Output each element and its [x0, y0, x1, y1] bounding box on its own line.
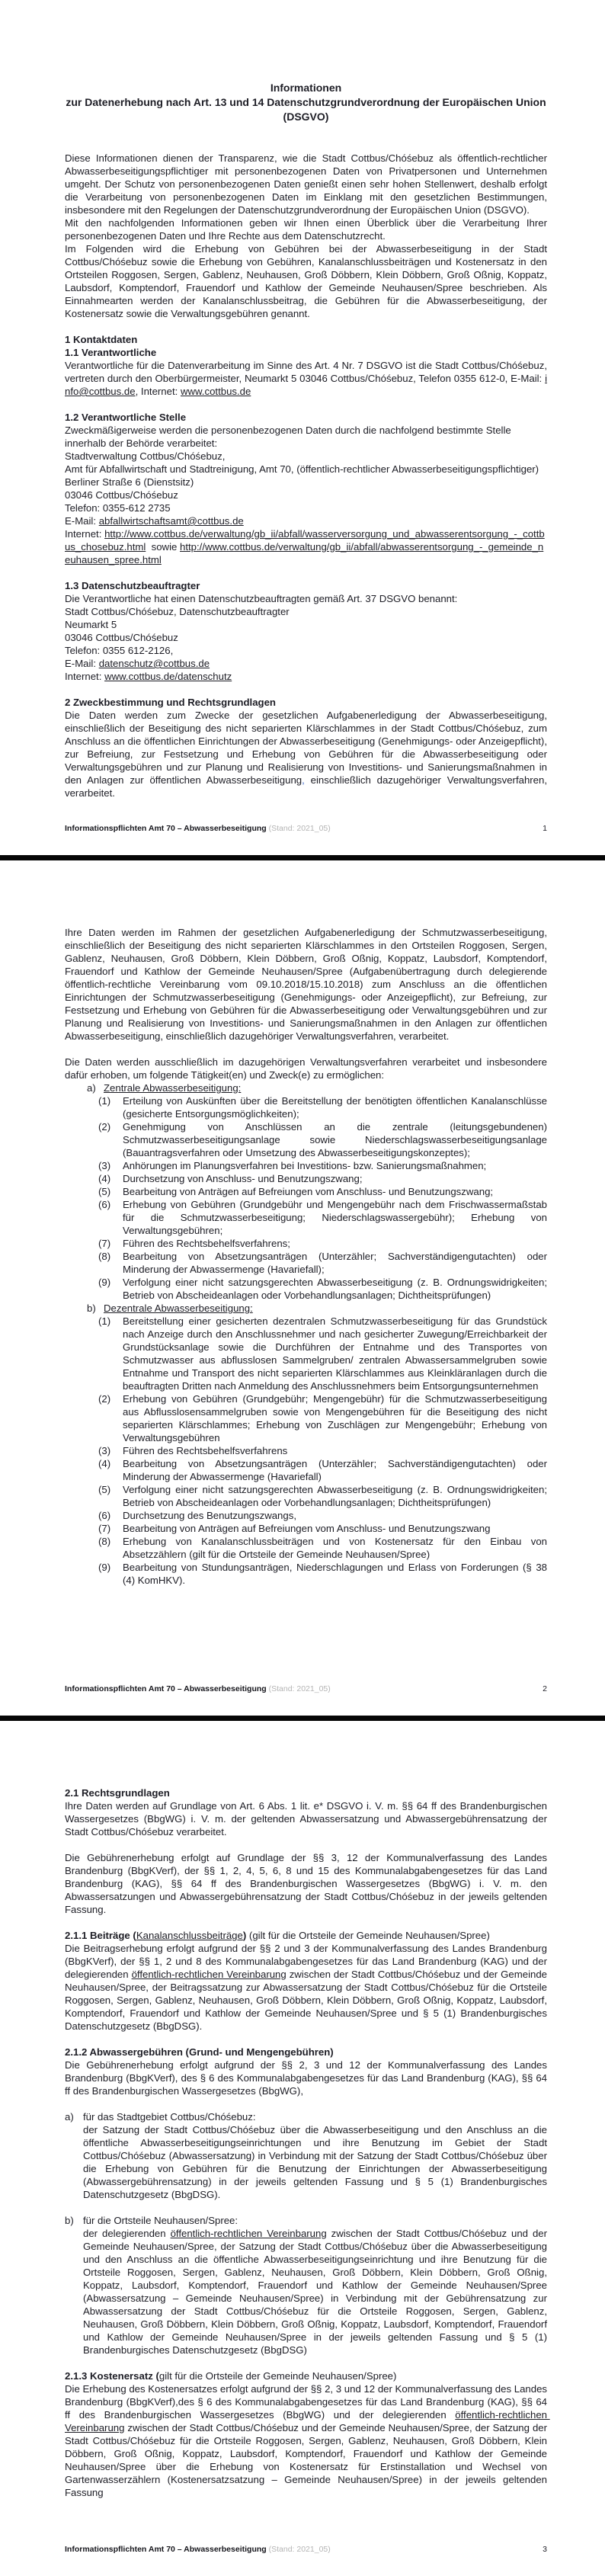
text-run: öffentlich-rechtlichen Vereinbarung [170, 2228, 327, 2239]
list-marker: (7) [98, 1238, 111, 1249]
section-heading [65, 696, 547, 709]
text-run: 03046 Cottbus/Chóśebuz [65, 489, 178, 501]
page-number: 3 [543, 2545, 547, 2554]
list-item-text [123, 1172, 547, 1185]
page-number: 2 [543, 1684, 547, 1693]
list-marker: (7) [98, 1523, 111, 1534]
text-run: zwischen der Stadt Cottbus/Chóśebuz und der Gemeinde Neuhausen/Spree, der Satzung der Stadt Cottbus/Chóśebuz über die Abwasserbeseitigung und den Anschluss an die öffentliche Abwasserbeseitigungseinrichtung und ihre Benutzung für die Ortsteile Roggosen, Sergen, Gablenz, Neuhausen, Groß Döbbern, Klein Döbbern, Groß Oßnig, Koppatz, Laubsdorf, Komptendorf, Frauendorf und Kathlow der Gemeinde Neuhausen/Spree (Abwassersatzung – Gemeinde Neuhausen/Spree) in Verbindung mit der Gebührensatzung zur Abwassersatzung der Stadt Cottbus/Chóśebuz für die Ortsteile Roggosen, Sergen, Gablenz, Neuhausen, Groß Döbbern, Klein Döbbern, Groß Oßnig, Koppatz, Laubsdorf, Komptendorf, Frauendorf und Kathlow der Gemeinde Neuhausen/Spree in der jeweils geltenden Fassung und § 5 (1) Brandenburgisches Datenschutzgesetz (BbgDSG) [83, 2228, 550, 2356]
footer-title: Informationspflichten Amt 70 – Abwasserbeseitigung [65, 1684, 267, 1693]
text-run: Neumarkt 5 [65, 619, 117, 630]
paragraph [65, 242, 550, 320]
text-run: sowie [146, 541, 181, 553]
list-item-text [123, 1159, 547, 1172]
paragraph [65, 709, 550, 799]
footer-left [65, 2545, 331, 2555]
text-run: 1 Kontaktdaten [65, 334, 138, 345]
list-item-number [65, 1185, 547, 1198]
page-footer [65, 1684, 547, 1694]
list-item-number [65, 1457, 550, 1483]
text-run: der Satzung der Stadt Cottbus/Chóśebuz über die Abwasserbeseitigung und den Anschluss an die öffentliche Abwasserbeseitigungseinrichtungen und ihre Benutzung im Gebiet der Stadt Cottbus/Chóśebuz (Abwassersatzung) in Verbindung mit der Satzung der Stadt Cottbus/Chóśebuz über die Erhebung von Gebühren für die Benutzung der Einrichtungen der Abwasserbeseitigung (Abwassergebührensatzung) in der jeweils geltenden Fassung und § 5 (1) Brandenburgisches Datenschutzgesetz (BbgDSG). [83, 2124, 550, 2200]
text-run: Bereitstellung einer gesicherten dezentralen Schmutzwasserbeseitigung für das Grundstück nach Anzeige durch den Anschlussnehmer und nach gesicherter Zuwegung/Erreichbarkeit der Grundstücksanlage sowie die Durchführen der Entnahme und des Transportes von Schmutzwasser aus abflusslosen Sammelgruben/ zentralen Abwassersammelgruben sowie Entnahme und Transport des nicht separierten Klärschlammes aus Kleinkläranlagen durch die beauftragten Dritten nach Anmeldung des Anschlussnehmers beim Entsorgungsunternehmen [123, 1315, 550, 1392]
list-item-number [65, 1535, 547, 1561]
list-item-number [65, 1237, 547, 1250]
text-run: 1.2 Verantwortliche Stelle [65, 412, 187, 423]
text-run: E-Mail: [65, 515, 99, 527]
list-marker: (4) [98, 1458, 111, 1469]
footer-stand: (Stand: 2021_05) [266, 824, 331, 833]
footer-title: Informationspflichten Amt 70 – Abwasserbeseitigung [65, 824, 267, 833]
list-item-text [123, 1522, 547, 1535]
page-number: 1 [543, 824, 547, 833]
list-item-text [123, 1392, 550, 1444]
text-run: Bearbeitung von Anträgen auf Befreiungen vom Anschluss- und Benutzungszwang; [123, 1186, 494, 1197]
list-item-text [123, 1561, 550, 1587]
text-run: Die Daten werden ausschließlich im dazugehörigen Verwaltungsverfahren verarbeitet und insbesondere dafür erhoben, um folgende Tätigkeit(en) und Zweck(e) zu ermöglichen: [65, 1056, 550, 1081]
doc-title-line: Informationen [270, 82, 342, 94]
text-run: (gilt für die Ortsteile der Gemeinde Neuhausen/Spree) [246, 1930, 490, 1941]
list-marker: (1) [98, 1095, 111, 1107]
list-item-number [65, 1198, 550, 1237]
text-run: Bearbeitung von Absetzungsanträgen (Unterzähler; Sachverständigengutachten) oder Minderung der Abwassermenge (Havariefall) [123, 1458, 550, 1482]
vertical-spacer [65, 1838, 547, 1851]
list-item-number [65, 1444, 547, 1457]
list-item-label [104, 1081, 547, 1094]
text-line [65, 514, 547, 527]
text-run: Internet: [65, 528, 105, 540]
list-item-body [83, 2110, 550, 2201]
text-line [65, 476, 547, 489]
list-item-text [123, 1457, 550, 1483]
text-run: Verfolgung einer nicht satzungsgerechten Abwasserbeseitigung (z. B. Ordnungswidrigkeiten; Betrieb von Abscheideanlagen oder Vorbehandlungsanlagen; Dichtheitsprüfungen) [123, 1484, 550, 1508]
text-run: Erhebung von Gebühren (Grundgebühr; Mengengebühr) für die Schmutzwasserbeseitigung aus Abflusslosensammelgruben sowie von Mengengebühren für die Beseitigung des nicht separierten Klärschlammes; Erhebung von Zuschlägen zur Mengengebühr; Erhebung von Verwaltungsgebühren [123, 1393, 550, 1443]
paragraph [65, 152, 550, 216]
text-run: Führen des Rechtsbehelfsverfahrens [123, 1445, 288, 1456]
text-line [65, 489, 547, 501]
page-2 [0, 860, 605, 1716]
list-item-text [123, 1237, 547, 1250]
text-run: Internet: [65, 671, 105, 682]
list-marker: (6) [98, 1199, 111, 1210]
section-heading [65, 333, 547, 346]
paragraph [65, 1942, 550, 2033]
text-run: Anhörungen im Planungsverfahren bei Investitions- bzw. Sanierungsmaßnahmen; [123, 1160, 487, 1171]
list-item-text [123, 1483, 550, 1509]
vertical-spacer [65, 398, 547, 411]
text-run: Diese Informationen dienen der Transparenz, wie die Stadt Cottbus/Chóśebuz als öffentlich-rechtlicher Abwasserbeseitigungspflichtiger mit personenbezogenen Daten von Privatpersonen und Unternehmen umgeht. Der Schutz von personenbezogenen Daten genießt einen sehr hohen Stellenwert, deshalb erfolgt die Verarbeitung von personenbezogenen Daten im Einklang mit den gesetzlichen Bestimmungen, insbesondere mit den Regelungen der Datenschutzgrundverordnung der Europäischen Union (DSGVO). [65, 152, 550, 216]
list-marker: (5) [98, 1484, 111, 1495]
list-item-body [83, 2214, 550, 2357]
text-run: Führen des Rechtsbehelfsverfahrens; [123, 1238, 290, 1249]
footer-left [65, 1684, 331, 1694]
text-run: 1.3 Datenschutzbeauftragter [65, 580, 200, 591]
list-item-number [65, 1561, 550, 1587]
page-3 [0, 1721, 605, 2576]
text-run: Die Erhebung des Kostenersatzes erfolgt aufgrund der §§ 2, 3 und 12 der Kommunalverfassung des Landes Brandenburg (BbgKVerf),des § 6 des Kommunalabgabengesetzes für das Land Brandenburg (KAG), §§ 64 ff des Brandenburgischen Wassergesetzes (BbgWG) und der delegierenden [65, 2383, 550, 2421]
list-marker: (5) [98, 1186, 111, 1197]
text-line [65, 592, 547, 605]
list-marker: (4) [98, 1173, 111, 1184]
section-heading [65, 1929, 547, 1942]
text-run: Telefon: 0355 612-2126, [65, 645, 174, 656]
list-item-alpha [65, 1302, 547, 1315]
page-separator [0, 855, 605, 860]
text-run: ) [242, 1930, 247, 1941]
text-run: Im Folgenden wird die Erhebung von Gebühren bei der Abwasserbeseitigung in der Stadt Cottbus/Chóśebuz sowie die Erhebung von Gebühren, Kanalanschlussbeiträgen und Kostenersatz in den Ortsteilen Roggosen, Sergen, Gablenz, Neuhausen, Groß Döbbern, Klein Döbbern, Groß Oßnig, Koppatz, Laubsdorf, Komptendorf, Frauendorf und Kathlow der Gemeinde Neuhausen/Spree beschrieben. Als Einnahmearten werden der Kanalanschlussbeitrag, die Gebühren für die Abwasserbeseitigung, der Kostenersatz sowie die Verwaltungsgebühren genannt. [65, 243, 550, 319]
text-run: Stadtverwaltung Cottbus/Chóśebuz, [65, 450, 226, 462]
text-run: Kanalanschlussbeiträge [136, 1930, 243, 1941]
list-item-text [123, 1250, 550, 1276]
text-run: Die Gebührenerhebung erfolgt auf Grundlage der §§ 3, 12 der Kommunalverfassung des Landes Brandenburg (BbgKVerf), der §§ 1, 2, 4, 5, 6, 8 und 15 des Kommunalabgabengesetzes für das Land Brandenburg (KAG), §§ 64 ff des Brandenburgischen Wassergesetzes (BbgWG) i. V. m. den Abwassersatzungen und Abwassergebührensatzung der Stadt Cottbus/Chóśebuz in der jeweils geltenden Fassung. [65, 1852, 550, 1915]
text-run: Zentrale Abwasserbeseitigung: [104, 1082, 242, 1094]
list-marker: (8) [98, 1251, 111, 1262]
paragraph [65, 1799, 550, 1838]
text-run: Verfolgung einer nicht satzungsgerechten Abwasserbeseitigung (z. B. Ordnungswidrigkeiten; Betrieb von Abscheideanlagen oder Vorbehandlungsanlagen; Dichtheitsprüfungen) [123, 1277, 550, 1301]
list-item-alpha [65, 1081, 547, 1094]
text-run: Verantwortliche für die Datenverarbeitung im Sinne des Art. 4 Nr. 7 DSGVO ist die Stadt Cottbus/Chóśebuz, vertreten durch den Oberbürgermeister, Neumarkt 5 03046 Cottbus/Chóśebuz, Telefon 0355 612-0, E-Mail: [65, 360, 550, 384]
list-marker: (1) [98, 1315, 111, 1327]
section-heading [65, 579, 547, 592]
hyperlink[interactable]: www.cottbus.de [180, 386, 251, 397]
list-item-number [65, 1522, 547, 1535]
list-item-number [65, 1159, 547, 1172]
list-marker: b) [87, 1302, 96, 1314]
text-run: einschließlich dazugehöriger Verwaltungsverfahren, verarbeitet. [65, 774, 550, 799]
list-item-text [123, 1444, 547, 1457]
hyperlink[interactable]: info@cottbus.de [65, 373, 547, 397]
text-run: Zweckmäßigerweise werden die personenbezogenen Daten durch die nachfolgend bestimmte Stelle innerhalb der Behörde verarbeitet: [65, 425, 514, 449]
section-heading [65, 2369, 547, 2382]
text-line [65, 450, 547, 463]
list-item-number [65, 1483, 550, 1509]
list-item-text [123, 1198, 550, 1237]
section-heading [65, 346, 547, 359]
footer-title: Informationspflichten Amt 70 – Abwasserbeseitigung [65, 2545, 267, 2554]
text-run: , Internet: [135, 386, 181, 397]
text-run: Durchsetzung des Benutzungszwangs, [123, 1510, 296, 1521]
text-run: Dezentrale Abwasserbeseitigung: [104, 1302, 253, 1314]
list-item-number [65, 1315, 550, 1392]
text-run: 2.1.2 Abwassergebühren (Grund- und Mengengebühren) [65, 2046, 334, 2058]
list-item-text [123, 1120, 550, 1159]
text-run: Die Verantwortliche hat einen Datenschutzbeauftragten gemäß Art. 37 DSGVO benannt: [65, 593, 458, 604]
vertical-spacer [65, 1916, 547, 1929]
list-marker: (3) [98, 1160, 111, 1171]
vertical-spacer [65, 320, 547, 333]
list-item-text [83, 2227, 550, 2357]
list-marker: (6) [98, 1510, 111, 1521]
list-item-number [65, 1172, 547, 1185]
vertical-spacer [65, 2033, 547, 2046]
hyperlink[interactable]: abfallwirtschaftsamt@cottbus.de [98, 515, 244, 527]
list-marker: (9) [98, 1277, 111, 1288]
list-item-text [83, 2123, 550, 2201]
text-run: öffentlich-rechtlichen Vereinbarung [65, 2409, 550, 2433]
list-item-text [123, 1185, 547, 1198]
text-line [65, 644, 547, 657]
text-line [65, 463, 547, 476]
text-run: zwischen der Stadt Cottbus/Chóśebuz und der Gemeinde Neuhausen/Spree, der Satzung der Stadt Cottbus/Chóśebuz für die Ortsteile Roggosen, Sergen, Gablenz, Neuhausen, Groß Döbbern, Klein Döbbern, Groß Oßnig, Koppatz, Laubsdorf, Komptendorf, Frauendorf und Kathlow der Gemeinde Neuhausen/Spree über die Erhebung von Kostenersatz für Erstinstallation und Wechsel von Gartenwasserzählern (Kostenersatzsatzung – Gemeinde Neuhausen/Spree) in der jeweils geltenden Fassung [65, 2422, 550, 2498]
vertical-spacer [65, 566, 547, 579]
text-run: 1.1 Verantwortliche [65, 347, 157, 358]
vertical-spacer [65, 683, 547, 696]
list-item-lead: für das Stadtgebiet Cottbus/Chóśebuz: [83, 2111, 256, 2123]
text-run: Erhebung von Kanalanschlussbeiträgen und von Kostenersatz für den Einbau von Absetzzählern (gilt für die Ortsteile der Gemeinde Neuhausen/Spree) [123, 1536, 549, 1560]
list-item-number [65, 1120, 550, 1159]
text-run: 2.1.1 Beiträge ( [65, 1930, 136, 1941]
page-footer [65, 2545, 547, 2555]
vertical-spacer [65, 2097, 547, 2110]
text-run: Ihre Daten werden im Rahmen der gesetzlichen Aufgabenerledigung der Schmutzwasserbeseitigung, einschließlich der Beseitigung des nicht separierten Klärschlammes in den Ortsteilen Roggosen, Sergen, Gablenz, Neuhausen, Groß Döbbern, Klein Döbbern, Groß Oßnig, Koppatz, Laubsdorf, Komptendorf, Frauendorf und Kathlow der Gemeinde Neuhausen/Spree (Aufgabenübertragung durch delegierende öffentlich-rechtliche Vereinbarung vom 09.10.2018/15.10.2018) zum Anschluss an die öffentlichen Einrichtungen der Schmutzwasserbeseitigung (Genehmigungs- oder Anzeigepflicht), zur Befreiung, zur Festsetzung und Erhebung von Gebühren für die Abwasserbeseitigung oder Verwaltungsgebühren und zur Planung und Realisierung von Investitions- und Sanierungsmaßnahmen in den Anlagen zur öffentlichen Abwasserbeseitigung, einschließlich dazugehöriger Verwaltungsverfahren, verarbeitet. [65, 927, 550, 1042]
paragraph [65, 926, 550, 1043]
list-marker: b) [65, 2215, 74, 2226]
text-line [65, 670, 547, 683]
hyperlink[interactable]: www.cottbus.de/datenschutz [104, 671, 232, 682]
doc-title [65, 81, 547, 124]
doc-title-line: (DSGVO) [283, 111, 329, 123]
list-marker: (8) [98, 1536, 111, 1547]
text-run: Stadt Cottbus/Chóśebuz, Datenschutzbeauftragter [65, 606, 290, 617]
text-run: Bearbeitung von Stundungsanträgen, Niederschlagungen und Erlass von Forderungen (§ 38 (4) KomHKV). [123, 1562, 550, 1586]
paragraph [65, 2382, 550, 2499]
text-run: 2 Zweckbestimmung und Rechtsgrundlagen [65, 697, 276, 708]
hyperlink[interactable]: http://www.cottbus.de/verwaltung/gb_ii/abfall/abwasserentsorgung_-_gemeinde_neuhausen_spree.html [65, 541, 544, 566]
text-run: 2.1 Rechtsgrundlagen [65, 1787, 170, 1799]
footer-stand: (Stand: 2021_05) [266, 2545, 331, 2554]
text-run: Durchsetzung von Anschluss- und Benutzungszwang; [123, 1173, 363, 1184]
vertical-spacer [65, 2357, 547, 2369]
text-run: Mit den nachfolgenden Informationen geben wir Ihnen einen Überblick über die Verarbeitung Ihrer personenbezogenen Daten und Ihre Rechte aus dem Datenschutzrecht. [65, 217, 550, 242]
paragraph [65, 359, 550, 398]
vertical-spacer [65, 2201, 547, 2214]
text-run: zwischen der Stadt Cottbus/Chóśebuz und der Gemeinde Neuhausen/Spree, der Beitragssatzung zur Abwassersatzung der Stadt Cottbus/Chóśebuz für die Ortsteile Roggosen, Sergen, Gablenz, Neuhausen, Groß Döbbern, Klein Döbbern, Groß Oßnig, Koppatz, Laubsdorf, Komptendorf, Frauendorf und Kathlow der Gemeinde Neuhausen/Spree und § 5 (1) Brandenburgisches Datenschutzgesetz (BbgDSG). [65, 1969, 550, 2032]
text-run: Amt für Abfallwirtschaft und Stadtreinigung, Amt 70, (öffentlich-rechtlicher Abwasserbeseitigungspflichtiger) [65, 463, 539, 475]
vertical-spacer [65, 1043, 547, 1056]
text-line [65, 527, 547, 566]
list-marker: (3) [98, 1445, 111, 1456]
list-marker: (9) [98, 1562, 111, 1573]
doc-title-line: zur Datenerhebung nach Art. 13 und 14 Datenschutzgrundverordnung der Europäischen Union [66, 96, 546, 108]
text-run: Erteilung von Auskünften über die Bereitstellung der benötigten öffentlichen Kanalanschlüsse (gesicherte Entsorgungsmöglichkeiten); [123, 1095, 550, 1120]
paragraph [65, 1056, 550, 1081]
text-run: Ihre Daten werden auf Grundlage von Art. 6 Abs. 1 lit. e* DSGVO i. V. m. §§ 64 ff des Brandenburgischen Wassergesetzes (BbgWG) i. V. m. der geltenden Abwassersatzung und Abwassergebührensatzung der Stadt Cottbus/Chóśebuz verarbeitet. [65, 1800, 550, 1837]
list-item-number [65, 1094, 550, 1120]
text-run: Bearbeitung von Anträgen auf Befreiungen vom Anschluss- und Benutzungszwang [123, 1523, 491, 1534]
text-run: Bearbeitung von Absetzungsanträgen (Unterzähler; Sachverständigengutachten) oder Minderung der Abwassermenge (Havariefall); [123, 1251, 550, 1275]
text-run: E-Mail: [65, 658, 99, 669]
list-item-number [65, 1276, 550, 1302]
list-item-text [123, 1509, 547, 1522]
paragraph [65, 216, 550, 242]
hyperlink[interactable]: datenschutz@cottbus.de [98, 658, 210, 669]
footer-left [65, 824, 331, 834]
list-marker: (2) [98, 1393, 111, 1405]
text-line [65, 501, 547, 514]
text-run: Telefon: 0355-612 2735 [65, 502, 171, 514]
text-line [65, 618, 547, 631]
list-item-number [65, 1509, 547, 1522]
paragraph [65, 1851, 550, 1916]
list-item-text [123, 1535, 547, 1561]
text-run: 2.1.3 Kostenersatz ( [65, 2370, 159, 2382]
section-heading [65, 1786, 547, 1799]
list-item-number [65, 1392, 550, 1444]
text-run: der delegierenden [83, 2228, 171, 2239]
text-run: Die Beitragserhebung erfolgt aufgrund der §§ 2 und 3 der Kommunalverfassung des Landes Brandenburg (BbgKVerf), der §§ 1, 2 und 8 des Kommunalabgabengesetzes für das Land Brandenburg (KAG) und der delegierenden [65, 1943, 550, 1980]
page-1 [0, 0, 605, 855]
paragraph [65, 2059, 550, 2097]
text-line [65, 605, 547, 618]
text-run: 03046 Cottbus/Chóśebuz [65, 632, 178, 643]
list-item-number [65, 1250, 550, 1276]
text-line [65, 424, 547, 450]
list-marker: a) [65, 2111, 74, 2123]
text-run: Die Daten werden zum Zwecke der gesetzlichen Aufgabenerledigung der Abwasserbeseitigung, einschließlich der Beseitigung des nicht separierten Klärschlammes in der Stadt Cottbus/Chóśebuz, zum Anschluss an die öffentlichen Einrichtungen der Abwasserbeseitigung (Genehmigungs- oder Anzeigepflicht), zur Befreiung, zur Festsetzung und Erhebung von Gebühren für die Abwasserbeseitigung oder Verwaltungsgebühren und zur Planung und Realisierung von Investitions- und Sanierungsmaßnahmen in den Anlagen zur öffentlichen Abwasserbeseitigung [65, 710, 550, 786]
list-item-alpha [65, 2110, 550, 2201]
text-run: gilt für die Ortsteile der Gemeinde Neuhausen/Spree) [158, 2370, 397, 2382]
list-item-text [123, 1094, 550, 1120]
text-run: Genehmigung von Anschlüssen an die zentrale (leitungsgebundenen) Schmutzwasserbeseitigungsanlage sowie Niederschlagswasserbeseitigungsanlage (Bauantragsverfahren oder Umsetzung des Abwasserbeseitigungskonzeptes); [123, 1121, 550, 1158]
list-item-alpha [65, 2214, 550, 2357]
text-run: Erhebung von Gebühren (Grundgebühr und Mengengebühr nach dem Frischwassermaßstab für die Schmutzwasserbeseitigung; Niederschlagswassergebühr); Erhebung von Verwaltungsgebühren; [123, 1199, 550, 1236]
list-item-lead: für die Ortsteile Neuhausen/Spree: [83, 2215, 238, 2226]
list-item-text [123, 1315, 550, 1392]
list-item-text [123, 1276, 550, 1302]
page-separator [0, 1716, 605, 1721]
text-run: , [302, 774, 305, 786]
section-heading [65, 411, 547, 424]
footer-stand: (Stand: 2021_05) [266, 1684, 331, 1693]
text-run: Die Gebührenerhebung erfolgt aufgrund der §§ 2, 3 und 12 der Kommunalverfassung des Landes Brandenburg (BbgKVerf), des § 6 des Kommunalabgabengesetzes für das Land Brandenburg (KAG), §§ 64 ff des Brandenburgischen Wassergesetzes (BbgWG), [65, 2059, 550, 2097]
page-footer [65, 824, 547, 834]
hyperlink[interactable]: http://www.cottbus.de/verwaltung/gb_ii/abfall/wasserversorgung_und_abwasserentsorgung_-_cottbus_chosebuz.html [65, 528, 545, 553]
list-marker: (2) [98, 1121, 111, 1133]
text-line [65, 631, 547, 644]
text-run: öffentlich-rechtlichen Vereinbarung [131, 1969, 286, 1980]
list-item-label [104, 1302, 547, 1315]
text-line [65, 657, 547, 670]
section-heading [65, 2046, 547, 2059]
list-marker: a) [87, 1082, 96, 1094]
text-run: Berliner Straße 6 (Dienstsitz) [65, 476, 194, 488]
